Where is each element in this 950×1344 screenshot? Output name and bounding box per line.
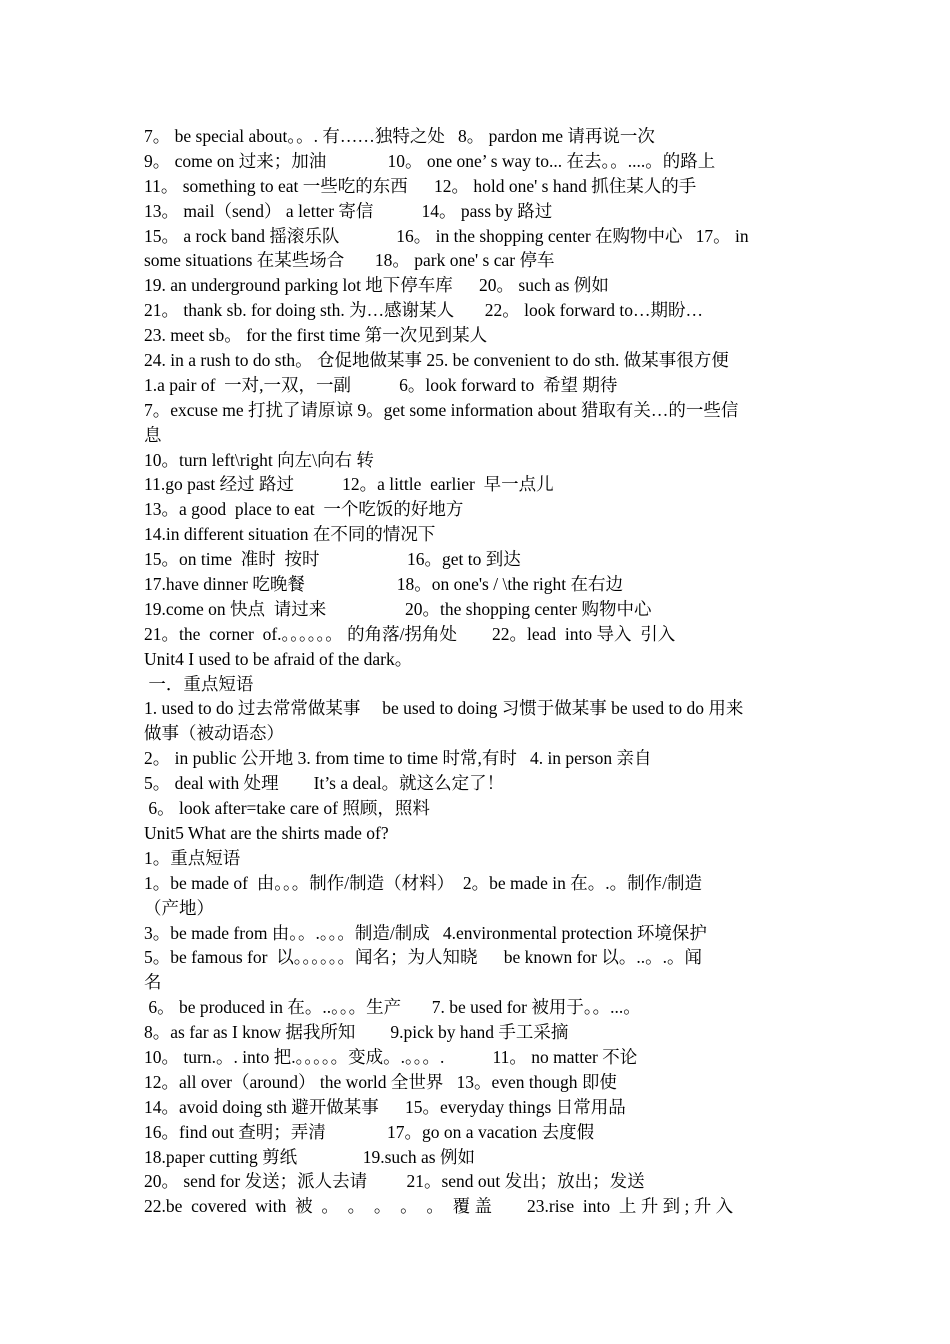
text-line: 13。 mail（send） a letter 寄信 14。 pass by 路过 xyxy=(144,200,553,221)
text-line: 7。 be special about。。. 有……独特之处 8。 pardon me 请再说一次 xyxy=(144,126,655,146)
text-line: 22.be covered with 被 。 。 。 。 。 覆 盖 23.rise into 上 升 到 ; 升 入 xyxy=(144,1196,734,1217)
text-line: 21。the corner of.。。。。。。 的角落/拐角处 22。lead into 导入 引入 xyxy=(144,623,676,644)
text-line: 18.paper cutting 剪纸 19.such as 例如 xyxy=(144,1146,475,1167)
text-line: 1. used to do 过去常常做某事 be used to doing 习惯于做某事 be used to do 用来 xyxy=(144,698,744,719)
text-line: 9。 come on 过来；加油 10。 one one’ s way to... 在去。。....。的路上 xyxy=(144,150,716,171)
text-line: 17.have dinner 吃晚餐 18。on one's / \the right 在右边 xyxy=(144,574,624,595)
section-heading: 1。重点短语 xyxy=(144,847,241,868)
text-line: 12。all over（around） the world 全世界 13。even though 即使 xyxy=(144,1071,617,1092)
text-line: 19.come on 快点 请过来 20。the shopping center 购物中心 xyxy=(144,598,652,619)
text-line: 24. in a rush to do sth。 仓促地做某事 25. be convenient to do sth. 做某事很方便 xyxy=(144,350,729,371)
text-line: 5。be famous for 以。。。。。。闻名；为人知晓 be known for 以。..。.。闻 xyxy=(144,947,702,968)
document-body xyxy=(144,124,808,1219)
text-line: 15。on time 准时 按时 16。get to 到达 xyxy=(144,549,521,570)
text-line: 做事（被动语态） xyxy=(144,723,284,744)
text-line: 13。a good place to eat 一个吃饭的好地方 xyxy=(144,499,464,520)
unit-heading: Unit5 What are the shirts made of? xyxy=(144,822,389,843)
text-line: 6。 look after=take care of 照顾，照料 xyxy=(144,798,430,819)
text-line: 20。 send for 发送；派人去请 21。send out 发出；放出；发送 xyxy=(144,1171,645,1192)
text-line: 3。be made from 由。。.。。。制造/制成 4.environmental protection 环境保护 xyxy=(144,922,707,943)
text-line: 15。 a rock band 摇滚乐队 16。 in the shopping center 在购物中心 17。 in xyxy=(144,225,749,246)
text-line: 19. an underground parking lot 地下停车库 20。 such as 例如 xyxy=(144,275,609,296)
text-line: 8。as far as I know 据我所知 9.pick by hand 手工采摘 xyxy=(144,1022,569,1043)
text-line: 11。 something to eat 一些吃的东西 12。 hold one' s hand 抓住某人的手 xyxy=(144,175,697,196)
text-line: （产地） xyxy=(144,897,214,918)
text-line: 14.in different situation 在不同的情况下 xyxy=(144,524,436,545)
text-line: 1.a pair of 一对,一双，一副 6。look forward to 希望 期待 xyxy=(144,374,618,395)
text-line: 14。avoid doing sth 避开做某事 15。everyday things 日常用品 xyxy=(144,1096,626,1117)
text-line: 6。 be produced in 在。..。。。生产 7. be used for 被用于。。...。 xyxy=(144,997,641,1018)
text-line: some situations 在某些场合 18。 park one' s car 停车 xyxy=(144,250,555,271)
unit-heading: Unit4 I used to be afraid of the dark。 xyxy=(144,648,413,669)
text-line: 10。 turn.。. into 把.。。。。。变成。.。。。. 11。 no matter 不论 xyxy=(144,1046,638,1067)
text-line: 名 xyxy=(144,972,162,993)
text-line: 23. meet sb。 for the first time 第一次见到某人 xyxy=(144,325,488,346)
text-line: 息 xyxy=(144,424,162,445)
section-heading: 一．重点短语 xyxy=(144,673,254,694)
text-line: 5。 deal with 处理 It’s a deal。就这么定了！ xyxy=(144,773,505,794)
text-line: 10。turn left\right 向左\向右 转 xyxy=(144,449,374,470)
text-line: 21。 thank sb. for doing sth. 为…感谢某人 22。 look forward to…期盼… xyxy=(144,300,703,321)
text-line: 11.go past 经过 路过 12。a little earlier 早一点儿 xyxy=(144,474,554,495)
text-line: 16。find out 查明；弄清 17。go on a vacation 去度假 xyxy=(144,1121,595,1142)
text-line: 2。 in public 公开地 3. from time to time 时常,有时 4. in person 亲自 xyxy=(144,748,652,769)
text-line: 1。be made of 由。。。制作/制造（材料） 2。be made in 在。.。制作/制造 xyxy=(144,872,702,893)
text-line: 7。excuse me 打扰了请原谅 9。get some information about 猎取有关…的一些信 xyxy=(144,399,739,420)
